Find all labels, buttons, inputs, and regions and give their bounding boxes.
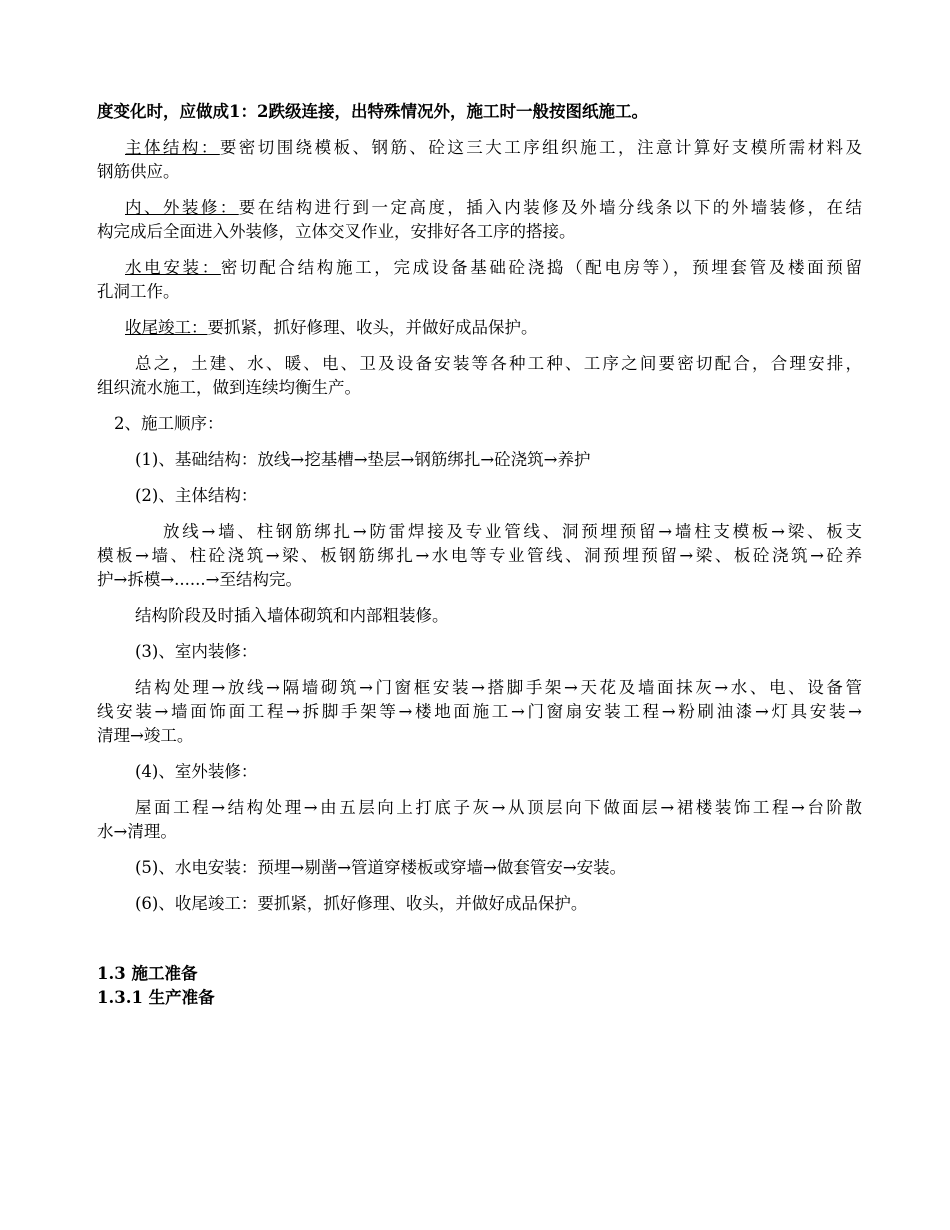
paragraph-interior-line1: 结构处理→放线→隔墙砌筑→门窗框安装→搭脚手架→天花及墙面抹灰→水、电、设备管 [135,678,862,697]
paragraph-step-connection: 度变化时，应做成1：2跌级连接，出特殊情况外，施工时一般按图纸施工。 [97,102,648,121]
paragraph-plumbing-line2: 孔洞工作。 [97,282,180,301]
label-plumbing: 水电安装： [125,258,221,277]
paragraph-decoration-line1 [97,196,862,220]
text-main-structure-1: 要密切围绕模板、钢筋、砼这三大工序组织施工，注意计算好支模所需材料及 [219,138,863,157]
paragraph-main-structure-line2: 钢筋供应。 [97,162,180,181]
section-construction-sequence: 2、施工顺序： [114,414,224,433]
paragraph-interior-line2: 线安装→墙面饰面工程→拆脚手架等→楼地面施工→门窗扇安装工程→粉刷油漆→灯具安装→ [97,702,862,721]
item-final-completion: (6)、收尾竣工：要抓紧，抓好修理、收头，并做好成品保护。 [135,894,588,913]
paragraph-main-sequence-line1: 放线→墙、柱钢筋绑扎→防雷焊接及专业管线、洞预埋预留→墙柱支模板→梁、板支 [163,522,862,541]
document-page [97,100,862,1010]
paragraph-plumbing-line1 [97,256,862,280]
paragraph-summary-line1: 总之，土建、水、暖、电、卫及设备安装等各种工种、工序之间要密切配合，合理安排， [135,354,862,373]
paragraph-exterior-line1: 屋面工程→结构处理→由五层向上打底子灰→从顶层向下做面层→裙楼装饰工程→台阶散 [135,798,862,817]
label-completion: 收尾竣工： [125,318,208,337]
paragraph-decoration-line2: 构完成后全面进入外装修，立体交叉作业，安排好各工序的搭接。 [97,222,576,241]
text-plumbing-1: 密切配合结构施工，完成设备基础砼浇捣（配电房等），预埋套管及楼面预留 [220,258,863,277]
paragraph-summary-line2: 组织流水施工，做到连续均衡生产。 [97,378,361,397]
item-interior-decoration: (3)、室内装修： [135,642,258,661]
paragraph-main-sequence-line2: 模板→墙、柱砼浇筑→梁、板钢筋绑扎→水电等专业管线、洞预埋预留→梁、板砼浇筑→砼养 [97,546,862,565]
item-plumbing-installation: (5)、水电安装：预埋→剔凿→管道穿楼板或穿墙→做套管安→安装。 [135,858,627,877]
paragraph-main-sequence-line3: 护→拆模→......→至结构完。 [97,570,302,589]
paragraph-completion [97,316,862,340]
heading-production-preparation: 1.3.1 生产准备 [97,988,215,1007]
item-foundation-structure: (1)、基础结构：放线→挖基槽→垫层→钢筋绑扎→砼浇筑→养护 [135,450,591,469]
paragraph-main-structure-line1 [97,136,862,160]
text-completion: 要抓紧，抓好修理、收头，并做好成品保护。 [207,318,538,337]
section-gap [97,916,862,962]
text-decoration-1: 要在结构进行到一定高度，插入内装修及外墙分线条以下的外墙装修，在结 [238,198,863,217]
paragraph-exterior-line2: 水→清理。 [97,822,177,841]
item-exterior-decoration: (4)、室外装修： [135,762,258,781]
paragraph-structure-stage: 结构阶段及时插入墙体砌筑和内部粗装修。 [135,606,449,625]
item-main-structure: (2)、主体结构： [135,486,258,505]
heading-construction-preparation: 1.3 施工准备 [97,964,198,983]
label-decoration: 内、外装修： [125,198,239,217]
paragraph-interior-line3: 清理→竣工。 [97,726,194,745]
label-main-structure: 主体结构： [125,138,220,157]
